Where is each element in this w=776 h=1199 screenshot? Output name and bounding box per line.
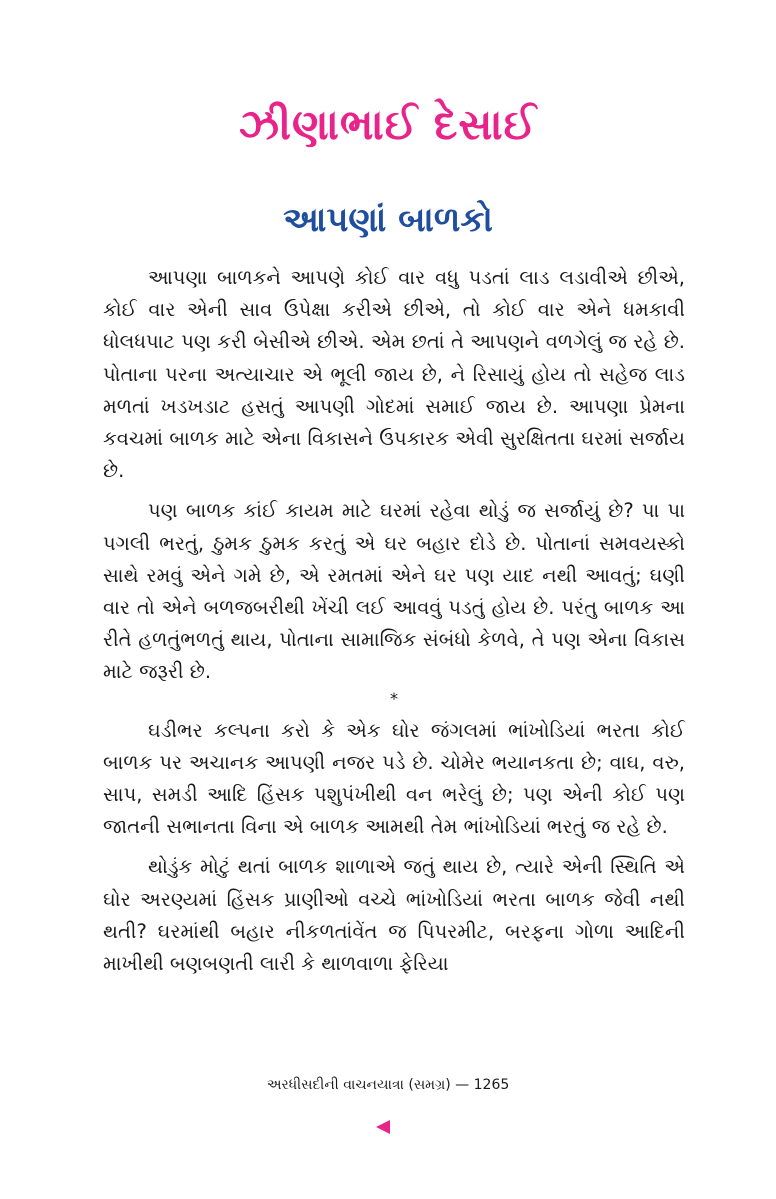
paragraph-4: થોડુંક મોટું થતાં બાળક શાળાએ જતું થાય છે, ત્યારે એની સ્થિતિ એ ઘોર અરણ્યમાં હિંસક પ્રાણીઓ વચ્ચે ભાંખોડિયાં ભરતા બાળક જેવી નથી થતી? ઘરમાંથી બહાર નીકળતાંવેંત જ પિપરમીટ, બરફના ગોળા આદિની માખીથી બણબણતી લારી કે થાળવાળા ફેરિયા xyxy=(103,855,685,976)
page-footer: અરધીસદીની વાચનયાત્રા (સમગ્ર) — 1265 xyxy=(266,1077,510,1093)
paragraph-1: આપણા બાળકને આપણે કોઈ વાર વધુ પડતાં લાડ લડાવીએ છીએ, કોઈ વાર એની સાવ ઉપેક્ષા કરીએ છીએ, તો કોઈ વાર એને ધમકાવી ધોલધપાટ પણ કરી બેસીએ છીએ. એમ છતાં તે આપણને વળગેલું જ રહે છે. પોતાના પરના અત્યાચાર એ ભૂલી જાય છે, ને રિસાયું હોય તો સહેજ લાડ મળતાં ખડખડાટ હસતું આપણી ગોદમાં સમાઈ જાય છે. આપણા પ્રેમના કવચમાં બાળક માટે એના વિકાસને ઉપકારક એવી સુરક્ષિતતા ઘરમાં સર્જાય છે. xyxy=(103,266,685,483)
article-body xyxy=(103,262,685,988)
previous-page-arrow-icon[interactable] xyxy=(376,1120,390,1134)
chapter-title: આપણાં બાળકો xyxy=(283,200,493,240)
paragraph-2: પણ બાળક કાંઈ કાયમ માટે ઘરમાં રહેવા થોડું જ સર્જાયું છે? પા પા પગલી ભરતું, ઠુમક ઠુમક કરતું એ ઘર બહાર દોડે છે. પોતાનાં સમવયસ્કો સાથે રમવું એને ગમે છે, એ રમતમાં એને ઘર પણ યાદ નથી આવતું; ઘણી વાર તો એને બળજબરીથી ખેંચી લઈ આવવું પડતું હોય છે. પરંતુ બાળક આ રીતે હળતુંભળતું થાય, પોતાના સામાજિક સંબંધો કેળવે, તે પણ એના વિકાસ માટે જરૂરી છે. xyxy=(103,499,685,684)
author-heading: ઝીણાભાઈ દેસાઈ xyxy=(238,100,538,149)
section-separator: * xyxy=(390,688,398,708)
paragraph-3: ઘડીભર કલ્પના કરો કે એક ઘોર જંગલમાં ભાંખોડિયાં ભરતા કોઈ બાળક પર અચાનક આપણી નજર પડે છે. ચોમેર ભયાનકતા છે; વાઘ, વરુ, સાપ, સમડી આદિ હિંસક પશુપંખીથી વન ભરેલું છે; પણ એની કોઈ પણ જાતની સભાનતા વિના એ બાળક આમથી તેમ ભાંખોડિયાં ભરતું જ રહે છે. xyxy=(103,718,685,839)
